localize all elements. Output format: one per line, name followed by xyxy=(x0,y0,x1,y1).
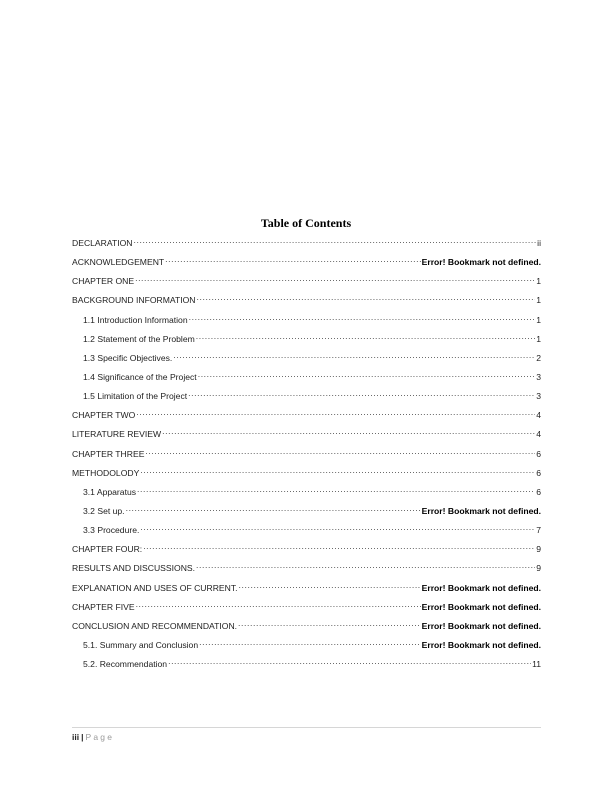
toc-entry-label: 5.1. Summary and Conclusion xyxy=(83,639,199,650)
toc-dot-leader xyxy=(140,466,535,476)
toc-entry[interactable] xyxy=(72,600,541,619)
footer-page-word: Page xyxy=(85,732,115,742)
toc-entry[interactable] xyxy=(72,523,541,542)
toc-dot-leader xyxy=(136,600,421,610)
toc-entry-label: 1.4 Significance of the Project xyxy=(83,371,197,382)
toc-entry-page: 2 xyxy=(536,352,541,363)
toc-dot-leader xyxy=(162,427,535,437)
toc-entry[interactable] xyxy=(72,332,541,351)
toc-entry[interactable] xyxy=(72,542,541,561)
toc-entry-page: 9 xyxy=(536,544,541,555)
toc-entry[interactable] xyxy=(72,657,541,676)
toc-dot-leader xyxy=(135,274,535,284)
toc-entry[interactable] xyxy=(72,313,541,332)
toc-entry-error: Error! Bookmark not defined. xyxy=(421,639,541,650)
toc-entry[interactable] xyxy=(72,351,541,370)
toc-entry-label: EXPLANATION AND USES OF CURRENT. xyxy=(72,582,238,593)
toc-entry[interactable] xyxy=(72,561,541,580)
toc-entry-error: Error! Bookmark not defined. xyxy=(421,505,541,516)
toc-entry[interactable] xyxy=(72,485,541,504)
toc-entry-label: 1.2 Statement of the Problem xyxy=(83,333,195,344)
toc-entry-label: 1.3 Specific Objectives. xyxy=(83,352,173,363)
toc-entry-page: 6 xyxy=(536,486,541,497)
toc-entry[interactable] xyxy=(72,293,541,312)
toc-entry[interactable] xyxy=(72,581,541,600)
footer-page-number: iii xyxy=(72,732,80,742)
toc-dot-leader xyxy=(140,523,535,533)
toc-dot-leader xyxy=(239,581,421,591)
toc-entry-page: 11 xyxy=(532,659,541,670)
toc-dot-leader xyxy=(143,542,535,552)
toc-dot-leader xyxy=(188,389,535,399)
toc-entry-label: RESULTS AND DISCUSSIONS. xyxy=(72,563,196,574)
toc-dot-leader xyxy=(198,370,536,380)
toc-entry[interactable] xyxy=(72,447,541,466)
toc-dot-leader xyxy=(196,332,535,342)
toc-entry-page: ii xyxy=(537,238,541,248)
toc-entry-label: CHAPTER FIVE xyxy=(72,601,135,612)
toc-entry[interactable] xyxy=(72,389,541,408)
toc-entry-label: 1.5 Limitation of the Project xyxy=(83,391,188,402)
toc-dot-leader xyxy=(165,255,420,265)
toc-entry[interactable] xyxy=(72,255,541,274)
footer-divider xyxy=(72,727,541,728)
toc-entry[interactable] xyxy=(72,638,541,657)
toc-dot-leader xyxy=(189,313,536,323)
page-footer xyxy=(72,732,114,742)
toc-entry-label: 5.2. Recommendation xyxy=(83,659,168,670)
toc-dot-leader xyxy=(168,657,531,667)
toc-entry-page: 4 xyxy=(536,429,541,440)
toc-dot-leader xyxy=(126,504,421,514)
toc-entry-label: CHAPTER ONE xyxy=(72,276,135,287)
toc-dot-leader xyxy=(133,236,536,246)
toc-dot-leader xyxy=(136,408,535,418)
toc-entry-label: 3.3 Procedure. xyxy=(83,525,140,536)
toc-entry[interactable] xyxy=(72,427,541,446)
toc-dot-leader xyxy=(173,351,535,361)
footer-separator: | xyxy=(81,732,84,742)
toc-entry-page: 1 xyxy=(536,295,541,306)
toc-entry-page: 9 xyxy=(536,563,541,574)
toc-entry-page: 1 xyxy=(536,333,541,344)
toc-entry[interactable] xyxy=(72,619,541,638)
toc-entry-page: 3 xyxy=(536,391,541,402)
toc-entry[interactable] xyxy=(72,370,541,389)
toc-entry-page: 3 xyxy=(536,371,541,382)
toc-entry-label: CHAPTER THREE xyxy=(72,448,145,459)
toc-entry-label: BACKGROUND INFORMATION xyxy=(72,295,196,306)
toc-entry-label: DECLARATION xyxy=(72,238,133,248)
toc-entry[interactable] xyxy=(72,504,541,523)
toc-dot-leader xyxy=(199,638,421,648)
toc-entry-page: 6 xyxy=(536,467,541,478)
toc-entry-page: 1 xyxy=(536,276,541,287)
toc-dot-leader xyxy=(196,561,535,571)
toc-entry-page: 1 xyxy=(536,314,541,325)
toc-entry-page: 4 xyxy=(536,410,541,421)
table-of-contents xyxy=(72,236,541,676)
toc-entry-label: 3.2 Set up. xyxy=(83,505,125,516)
toc-entry[interactable] xyxy=(72,466,541,485)
toc-entry-label: CONCLUSION AND RECOMMENDATION. xyxy=(72,620,238,631)
toc-entry-page: 6 xyxy=(536,448,541,459)
toc-entry-label: 3.1 Apparatus xyxy=(83,486,137,497)
toc-entry-label: CHAPTER TWO xyxy=(72,410,136,421)
toc-dot-leader xyxy=(137,485,535,495)
toc-entry[interactable] xyxy=(72,236,541,255)
toc-entry[interactable] xyxy=(72,274,541,293)
toc-dot-leader xyxy=(197,293,536,303)
toc-entry-label: METHODOLODY xyxy=(72,467,140,478)
toc-dot-leader xyxy=(145,447,535,457)
toc-entry-error: Error! Bookmark not defined. xyxy=(421,620,541,631)
toc-entry-page: 7 xyxy=(536,525,541,536)
toc-dot-leader xyxy=(238,619,421,629)
toc-entry-label: LITERATURE REVIEW xyxy=(72,429,162,440)
toc-entry-label: ACKNOWLEDGEMENT xyxy=(72,257,165,268)
toc-entry-error: Error! Bookmark not defined. xyxy=(421,257,541,268)
toc-entry-label: CHAPTER FOUR: xyxy=(72,544,143,555)
toc-title: Table of Contents xyxy=(260,216,352,230)
toc-entry[interactable] xyxy=(72,408,541,427)
toc-entry-label: 1.1 Introduction Information xyxy=(83,314,188,325)
toc-entry-error: Error! Bookmark not defined. xyxy=(421,601,541,612)
toc-entry-error: Error! Bookmark not defined. xyxy=(421,582,541,593)
